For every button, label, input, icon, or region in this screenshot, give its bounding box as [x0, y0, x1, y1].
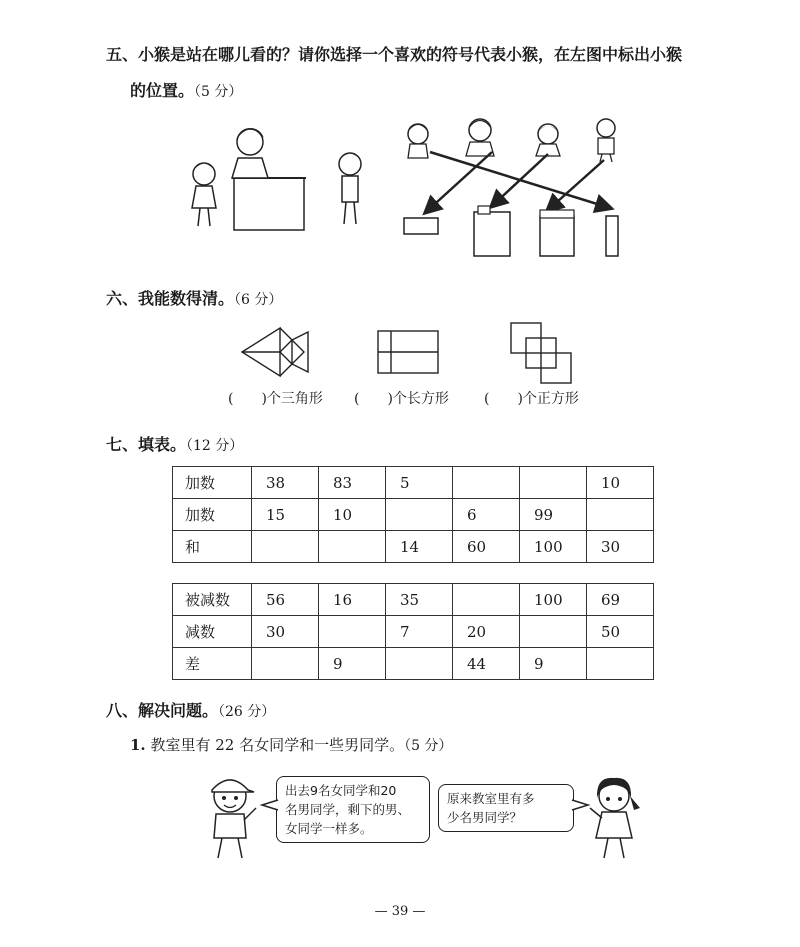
table-cell: 50: [587, 616, 654, 648]
table-cell: 6: [453, 499, 520, 531]
table-cell: 15: [252, 499, 319, 531]
table-cell: 100: [520, 531, 587, 563]
row-header-cell: 和: [173, 531, 252, 563]
row-header-cell: 被减数: [173, 584, 252, 616]
q8-points: （26 分）: [218, 704, 276, 720]
bubble-line: 女同学一样多。: [285, 821, 373, 836]
bubble-line: 少名男同学？: [447, 810, 523, 825]
table-cell: 20: [453, 616, 520, 648]
q8-title: 八、解决问题。（26 分）: [106, 701, 276, 720]
row-header-cell: 加数: [173, 499, 252, 531]
subtraction-table: [172, 583, 654, 680]
row-header-cell: 加数: [173, 467, 252, 499]
bubble-line: 出去9名女同学和20: [285, 783, 397, 798]
subtraction-row: [173, 584, 654, 616]
problem-number: 1.: [130, 736, 146, 754]
table-cell: 100: [520, 584, 587, 616]
bubble-line: 名男同学，剩下的男、: [285, 802, 411, 817]
bubble-line: 原来教室里有多: [447, 791, 535, 806]
q7-title: 七、填表。（12 分）: [106, 435, 244, 454]
table-cell[interactable]: [453, 467, 520, 499]
table-cell: 9: [319, 648, 386, 680]
kid-2: [466, 119, 494, 156]
kid-3: [536, 124, 560, 156]
q6-points: （6 分）: [234, 292, 283, 308]
table-cell: 30: [587, 531, 654, 563]
girl-illustration: [584, 772, 644, 862]
rectangle-grid-figure: [377, 330, 439, 374]
q8-problem-1: [130, 734, 452, 755]
table-cell: 44: [453, 648, 520, 680]
table-cell: 99: [520, 499, 587, 531]
addition-table: [172, 466, 654, 563]
table-cell[interactable]: [252, 648, 319, 680]
table-cell[interactable]: [319, 616, 386, 648]
subtraction-row: [173, 616, 654, 648]
table-cell[interactable]: [386, 499, 453, 531]
problem-text: 教室里有 22 名女同学和一些男同学。: [150, 736, 405, 754]
table-cell: 14: [386, 531, 453, 563]
table-cell[interactable]: [520, 616, 587, 648]
table-cell: 56: [252, 584, 319, 616]
table-cell[interactable]: [319, 531, 386, 563]
table-cell[interactable]: [252, 531, 319, 563]
kid-1: [408, 124, 428, 158]
q5-text-line1: 五、小猴是站在哪儿看的？请你选择一个喜欢的符号代表小猴，在左图中标出小猴: [106, 45, 683, 64]
triangle-count-label: ( )个三角形: [228, 391, 323, 407]
table-cell: 16: [319, 584, 386, 616]
table-cell: 7: [386, 616, 453, 648]
table-cell: 60: [453, 531, 520, 563]
page-number: — 39 —: [374, 904, 426, 919]
row-header-cell: 差: [173, 648, 252, 680]
table-cell: 10: [587, 467, 654, 499]
kid-4: [597, 119, 615, 162]
addition-row: [173, 531, 654, 563]
square-count-label: ( )个正方形: [484, 391, 579, 407]
table-cell: 35: [386, 584, 453, 616]
overlapping-squares-figure: [510, 322, 572, 384]
table-cell: 83: [319, 467, 386, 499]
q7-points: （12 分）: [186, 438, 244, 454]
table-cell[interactable]: [386, 648, 453, 680]
problem-points: （5 分）: [404, 738, 453, 754]
view-matching-illustration: [398, 112, 638, 262]
q5-text-line2: 的位置。（5 分）: [130, 81, 243, 100]
speech-bubble-boy: [276, 776, 430, 843]
table-cell: 38: [252, 467, 319, 499]
addition-row: [173, 499, 654, 531]
boy-with-cap-illustration: [200, 772, 260, 862]
subtraction-row: [173, 648, 654, 680]
table-cell: 10: [319, 499, 386, 531]
q5-points: （5 分）: [194, 84, 243, 100]
table-cell[interactable]: [453, 584, 520, 616]
table-cell: 30: [252, 616, 319, 648]
rectangle-count-label: ( )个长方形: [354, 391, 449, 407]
table-cell: 69: [587, 584, 654, 616]
fish-shape-figure: [240, 326, 320, 378]
table-cell: 5: [386, 467, 453, 499]
counter-scene-illustration: [182, 118, 382, 238]
speech-bubble-girl: [438, 784, 574, 832]
table-cell[interactable]: [587, 499, 654, 531]
addition-row: [173, 467, 654, 499]
q6-title: 六、我能数得清。（6 分）: [106, 289, 283, 308]
table-cell: 9: [520, 648, 587, 680]
bubble-tail-left: [260, 798, 280, 812]
table-cell[interactable]: [587, 648, 654, 680]
row-header-cell: 减数: [173, 616, 252, 648]
table-cell[interactable]: [520, 467, 587, 499]
